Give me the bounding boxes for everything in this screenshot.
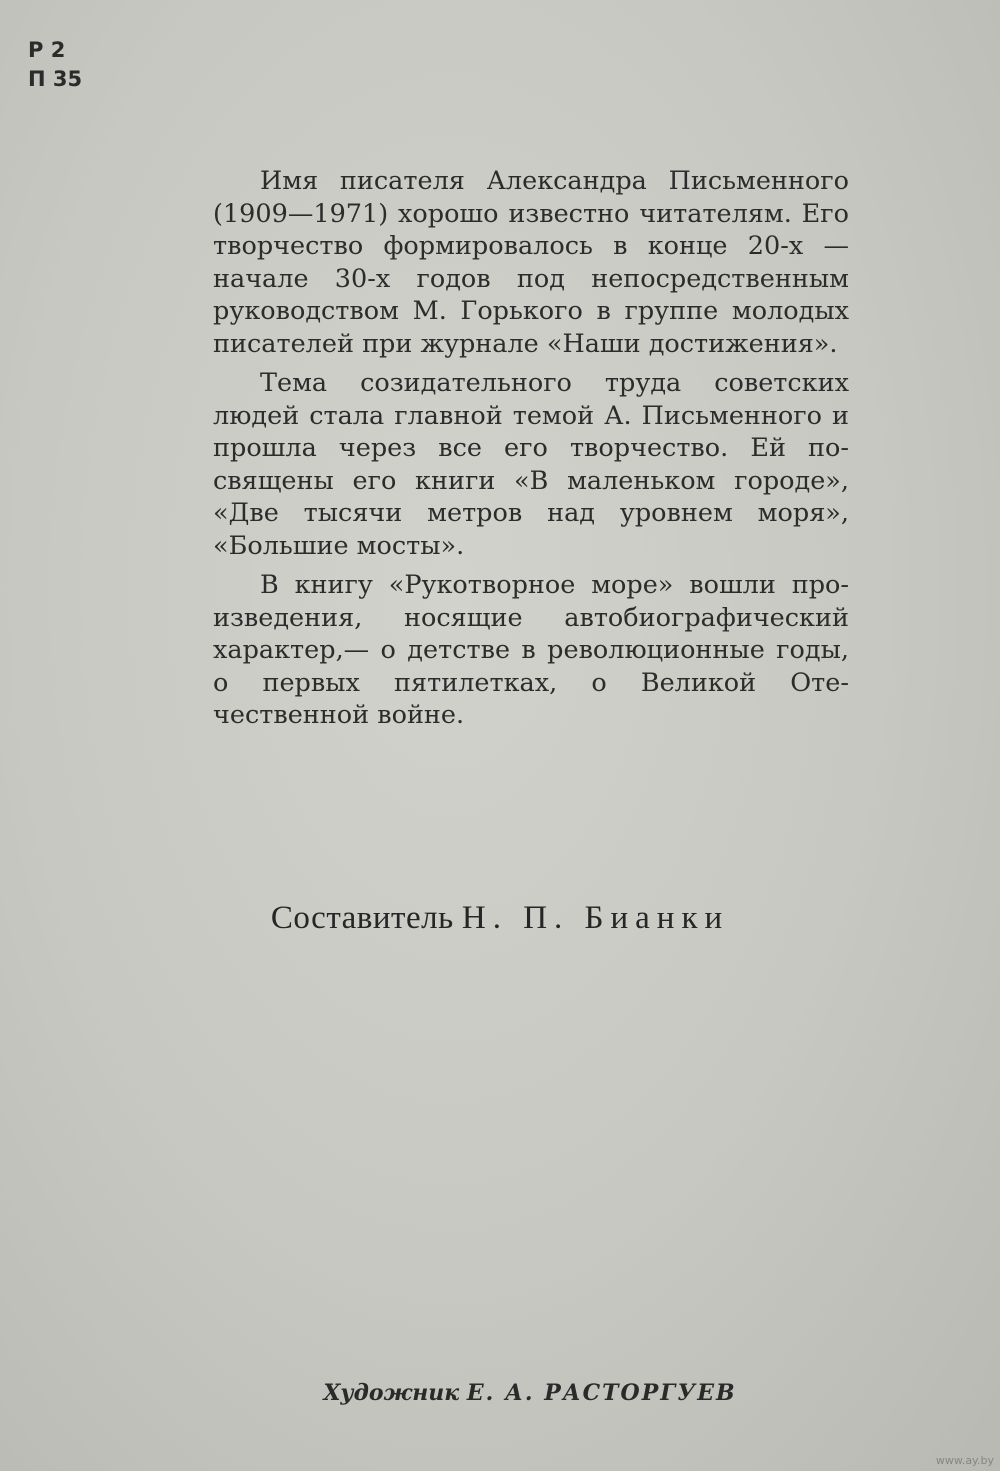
library-classification-code — [28, 36, 82, 94]
compiler-credit — [0, 900, 1000, 937]
annotation-paragraph-1: Имя писателя Александра Письменного (1909—1971) хорошо известно читателям. Его творчество формировалось в конце 20-х — начале 30-х годов под непосредственным руководством М. Горького в группе молодых писателей при журнале «Наши достижения». — [213, 166, 849, 359]
artist-credit — [0, 1380, 1000, 1406]
book-annotation — [213, 165, 849, 739]
artist-name: Е. А. РАСТОРГУЕВ — [466, 1380, 737, 1406]
artist-role: Художник — [323, 1380, 460, 1406]
site-watermark: www.ay.by — [935, 1454, 994, 1467]
bbk-line-1: Р 2 — [28, 38, 66, 62]
annotation-paragraph-2: Тема созидательного труда советских людей стала главной темой А. Письменного и прошла через все его творчество. Ей посвящены его книги «В маленьком городе», «Две тысячи метров над уровнем моря», «Большие мосты». — [213, 368, 849, 561]
compiler-name: Н. П. Бианки — [461, 900, 730, 936]
compiler-role: Составитель — [270, 900, 454, 936]
annotation-paragraph-3: В книгу «Рукотворное море» вошли произведения, носящие автобиографический характер,— о детстве в революционные годы, о первых пятилетках, о Великой Отечественной войне. — [213, 570, 849, 730]
bbk-line-2: П 35 — [28, 67, 83, 91]
